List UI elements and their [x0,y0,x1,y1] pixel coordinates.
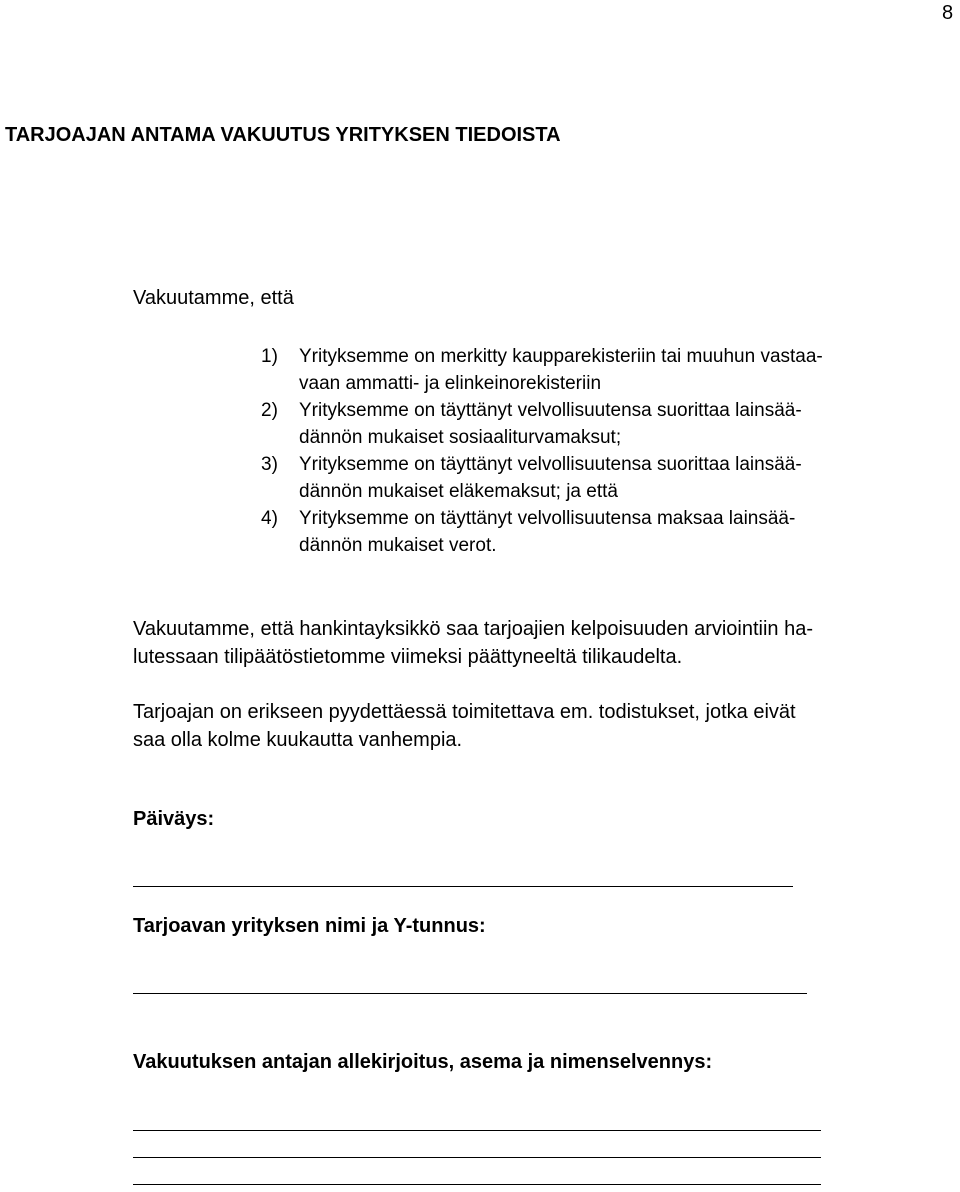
company-line[interactable] [133,993,807,994]
paragraph-certificates: Tarjoajan on erikseen pyydettäessä toimitettava em. todistukset, jotka eivät saa olla kolme kuukautta vanhempia. [133,701,796,751]
list-item [261,505,823,559]
name-clarification-line[interactable] [133,1184,821,1185]
list-item [261,451,823,505]
intro-text: Vakuutamme, että [133,287,294,309]
list-item-text: Yrityksemme on täyttänyt velvollisuutensa suorittaa lainsää- dännön mukaiset eläkemaksut; ja että [299,454,802,502]
page-number: 8 [942,2,954,24]
list-item-number: 3) [261,454,278,475]
list-item-number: 4) [261,508,278,529]
list-item-text: Yrityksemme on täyttänyt velvollisuutensa maksaa lainsää- dännön mukaiset verot. [299,508,796,556]
declaration-list [261,343,823,559]
signature-label: Vakuutuksen antajan allekirjoitus, asema ja nimenselvennys: [133,1051,713,1073]
document-title: TARJOAJAN ANTAMA VAKUUTUS YRITYKSEN TIEDOISTA [5,124,561,146]
list-item-text: Yrityksemme on merkitty kaupparekisteriin tai muuhun vastaa- vaan ammatti- ja elinkeinorekisteriin [299,346,823,394]
date-label: Päiväys: [133,808,215,830]
position-line[interactable] [133,1157,821,1158]
signature-line[interactable] [133,1130,821,1131]
list-item [261,397,823,451]
paragraph-financial-statements: Vakuutamme, että hankintayksikkö saa tarjoajien kelpoisuuden arviointiin ha- lutessaan tilipäätöstietomme viimeksi päättyneeltä tilikaudelta. [133,618,814,668]
list-item-number: 2) [261,400,278,421]
company-label: Tarjoavan yrityksen nimi ja Y-tunnus: [133,915,486,937]
list-item-text: Yrityksemme on täyttänyt velvollisuutensa suorittaa lainsää- dännön mukaiset sosiaaliturvamaksut; [299,400,802,448]
list-item [261,343,823,397]
date-line[interactable] [133,886,793,887]
list-item-number: 1) [261,346,278,367]
